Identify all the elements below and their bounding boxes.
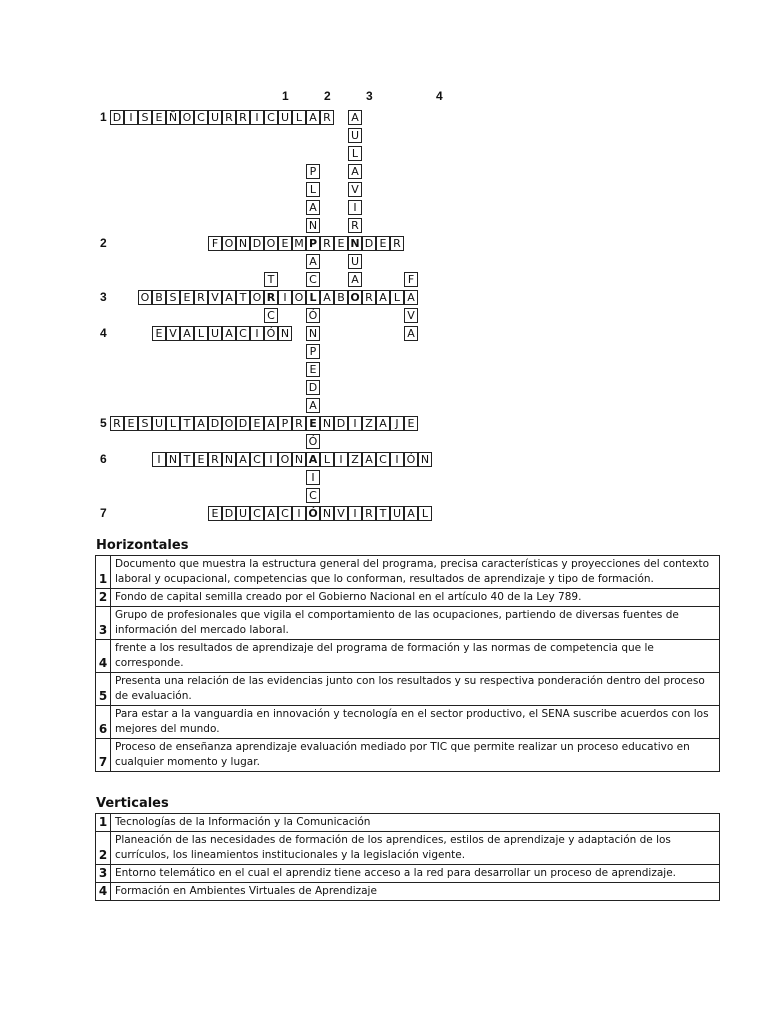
crossword-cell[interactable]: L xyxy=(306,182,320,197)
row-number-label: 2 xyxy=(100,236,107,250)
crossword-cell[interactable]: D xyxy=(362,236,376,251)
crossword-cell[interactable]: R xyxy=(362,290,376,305)
crossword-cell[interactable]: C xyxy=(236,326,250,341)
crossword-cell[interactable]: T xyxy=(180,416,194,431)
crossword-cell[interactable]: Ó xyxy=(264,326,278,341)
crossword-cell[interactable]: L xyxy=(348,146,362,161)
table-row xyxy=(96,832,720,865)
crossword-cell[interactable]: C xyxy=(306,488,320,503)
crossword-cell[interactable]: I xyxy=(278,290,292,305)
crossword-cell[interactable]: O xyxy=(222,236,236,251)
crossword-cell[interactable]: N xyxy=(292,452,306,467)
crossword-cell[interactable]: I xyxy=(250,326,264,341)
row-number-label: 6 xyxy=(100,452,107,466)
crossword-cell[interactable]: E xyxy=(124,416,138,431)
crossword-cell[interactable]: B xyxy=(152,290,166,305)
crossword-cell[interactable]: R xyxy=(236,110,250,125)
crossword-cell[interactable]: R xyxy=(390,236,404,251)
row-number-label: 7 xyxy=(100,506,107,520)
crossword-cell[interactable]: I xyxy=(124,110,138,125)
crossword-cell[interactable]: R xyxy=(110,416,124,431)
table-row xyxy=(96,814,720,832)
crossword-cell[interactable]: P xyxy=(278,416,292,431)
crossword-cell[interactable]: U xyxy=(208,326,222,341)
crossword-cell[interactable]: E xyxy=(194,452,208,467)
row-number-label: 5 xyxy=(100,416,107,430)
clue-text: Fondo de capital semilla creado por el Gobierno Nacional en el artículo 40 de la Ley 789. xyxy=(111,589,720,607)
crossword-cell[interactable]: A xyxy=(194,416,208,431)
crossword-cell[interactable]: Ó xyxy=(306,308,320,323)
crossword-cell[interactable]: U xyxy=(390,506,404,521)
crossword-cell[interactable]: A xyxy=(404,290,418,305)
crossword-cell[interactable]: I xyxy=(264,452,278,467)
clue-number: 4 xyxy=(96,640,111,673)
clue-text: Planeación de las necesidades de formación de los aprendices, estilos de aprendizaje y adaptación de los currículos, los lineamientos institucionales y la legislación vigente. xyxy=(111,832,720,865)
crossword-cell[interactable]: A xyxy=(348,164,362,179)
crossword-cell[interactable]: A xyxy=(404,506,418,521)
crossword-cell[interactable]: D xyxy=(236,416,250,431)
crossword-cell[interactable]: U xyxy=(348,254,362,269)
crossword-cell[interactable]: A xyxy=(222,290,236,305)
crossword-cell[interactable]: N xyxy=(418,452,432,467)
clue-text: Entorno telemático en el cual el aprendiz tiene acceso a la red para desarrollar un proceso de aprendizaje. xyxy=(111,865,720,883)
row-number-label: 1 xyxy=(100,110,107,124)
crossword-cell[interactable]: Ñ xyxy=(166,110,180,125)
crossword-cell[interactable]: R xyxy=(222,110,236,125)
crossword-cell[interactable]: D xyxy=(306,380,320,395)
crossword-cell[interactable]: E xyxy=(152,110,166,125)
crossword-cell[interactable]: N xyxy=(278,326,292,341)
column-number-label: 1 xyxy=(282,89,289,103)
clue-text: Para estar a la vanguardia en innovación y tecnología en el sector productivo, el SENA suscribe acuerdos con los mejores del mundo. xyxy=(111,706,720,739)
crossword-cell[interactable]: A xyxy=(376,416,390,431)
crossword-cell[interactable]: E xyxy=(404,416,418,431)
crossword-cell[interactable]: J xyxy=(390,416,404,431)
row-number-label: 4 xyxy=(100,326,107,340)
crossword-cell[interactable]: E xyxy=(334,236,348,251)
crossword-cell[interactable]: A xyxy=(348,110,362,125)
crossword-cell[interactable]: B xyxy=(334,290,348,305)
verticales-table xyxy=(95,813,720,901)
table-row xyxy=(96,865,720,883)
crossword-cell[interactable]: C xyxy=(264,308,278,323)
clue-text: Formación en Ambientes Virtuales de Aprendizaje xyxy=(111,883,720,901)
crossword-cell[interactable]: O xyxy=(278,452,292,467)
crossword-cell[interactable]: P xyxy=(306,344,320,359)
crossword-cell[interactable]: N xyxy=(166,452,180,467)
crossword-cell[interactable]: U xyxy=(278,110,292,125)
crossword-cell[interactable]: A xyxy=(404,326,418,341)
crossword-cell[interactable]: D xyxy=(250,236,264,251)
crossword-cell[interactable]: D xyxy=(208,416,222,431)
table-row xyxy=(96,640,720,673)
crossword-cell[interactable]: A xyxy=(306,110,320,125)
crossword-cell[interactable]: T xyxy=(264,272,278,287)
column-number-label: 4 xyxy=(436,89,443,103)
crossword-cell[interactable]: C xyxy=(194,110,208,125)
crossword-cell[interactable]: L xyxy=(390,290,404,305)
crossword-cell[interactable]: Z xyxy=(362,416,376,431)
crossword-cell[interactable]: N xyxy=(222,452,236,467)
crossword-cell[interactable]: L xyxy=(306,290,320,305)
crossword-cell[interactable]: T xyxy=(180,452,194,467)
crossword-cell[interactable]: N xyxy=(306,218,320,233)
crossword-cell[interactable]: S xyxy=(138,110,152,125)
horizontales-table xyxy=(95,555,720,772)
crossword-cell[interactable]: C xyxy=(306,272,320,287)
crossword-cell[interactable]: C xyxy=(250,452,264,467)
crossword-cell[interactable]: S xyxy=(138,416,152,431)
crossword-cell[interactable]: L xyxy=(292,110,306,125)
crossword-cell[interactable]: O xyxy=(222,416,236,431)
crossword-cell[interactable]: E xyxy=(376,236,390,251)
crossword-cell[interactable]: I xyxy=(306,470,320,485)
crossword-cell[interactable]: A xyxy=(348,272,362,287)
crossword-cell[interactable]: O xyxy=(180,110,194,125)
clue-text: Proceso de enseñanza aprendizaje evaluación mediado por TIC que permite realizar un proceso educativo en cualquier momento y lugar. xyxy=(111,739,720,772)
clue-text: frente a los resultados de aprendizaje del programa de formación y las normas de competencia que le corresponde. xyxy=(111,640,720,673)
crossword-cell[interactable]: P xyxy=(306,236,320,251)
crossword-cell[interactable]: U xyxy=(236,506,250,521)
crossword-cell[interactable]: R xyxy=(362,506,376,521)
crossword-cell[interactable]: T xyxy=(376,506,390,521)
table-row xyxy=(96,739,720,772)
crossword-cell[interactable]: N xyxy=(348,236,362,251)
verticales-title: Verticales xyxy=(96,796,169,811)
crossword-cell[interactable]: V xyxy=(166,326,180,341)
crossword-cell[interactable]: T xyxy=(236,290,250,305)
crossword-cell[interactable]: I xyxy=(250,110,264,125)
crossword-cell[interactable]: C xyxy=(376,452,390,467)
crossword-cell[interactable]: A xyxy=(320,290,334,305)
crossword-cell[interactable]: A xyxy=(222,326,236,341)
clue-number: 1 xyxy=(96,814,111,832)
table-row xyxy=(96,589,720,607)
crossword-cell[interactable]: E xyxy=(250,416,264,431)
crossword-cell[interactable]: A xyxy=(264,506,278,521)
crossword-cell[interactable]: N xyxy=(306,326,320,341)
crossword-cell[interactable]: E xyxy=(278,236,292,251)
crossword-cell[interactable]: V xyxy=(404,308,418,323)
crossword-cell[interactable]: R xyxy=(348,218,362,233)
crossword-cell[interactable]: C xyxy=(278,506,292,521)
crossword-cell[interactable]: M xyxy=(292,236,306,251)
crossword-cell[interactable]: N xyxy=(236,236,250,251)
crossword-cell[interactable]: O xyxy=(138,290,152,305)
crossword-cell[interactable]: A xyxy=(264,416,278,431)
crossword-cell[interactable]: D xyxy=(222,506,236,521)
crossword-cell[interactable]: P xyxy=(306,164,320,179)
clue-number: 3 xyxy=(96,865,111,883)
table-row xyxy=(96,883,720,901)
clue-number: 1 xyxy=(96,556,111,589)
crossword-cell[interactable]: C xyxy=(264,110,278,125)
crossword-cell[interactable]: O xyxy=(250,290,264,305)
table-row xyxy=(96,556,720,589)
crossword-cell[interactable]: D xyxy=(110,110,124,125)
crossword-cell[interactable]: O xyxy=(348,290,362,305)
crossword-cell[interactable]: E xyxy=(152,326,166,341)
crossword-cell[interactable]: U xyxy=(348,128,362,143)
clue-text: Tecnologías de la Información y la Comunicación xyxy=(111,814,720,832)
crossword-cell[interactable]: O xyxy=(264,236,278,251)
clue-number: 6 xyxy=(96,706,111,739)
crossword-cell[interactable]: L xyxy=(418,506,432,521)
column-number-label: 2 xyxy=(324,89,331,103)
crossword-cell[interactable]: I xyxy=(348,200,362,215)
crossword-cell[interactable]: O xyxy=(292,290,306,305)
crossword-cell[interactable]: E xyxy=(306,416,320,431)
crossword-cell[interactable]: S xyxy=(166,290,180,305)
crossword-cell[interactable]: Ó xyxy=(306,434,320,449)
crossword-cell[interactable]: D xyxy=(334,416,348,431)
crossword-cell[interactable]: A xyxy=(236,452,250,467)
crossword-cell[interactable]: L xyxy=(194,326,208,341)
crossword-cell[interactable]: A xyxy=(306,452,320,467)
crossword-cell[interactable]: V xyxy=(334,506,348,521)
clue-number: 5 xyxy=(96,673,111,706)
clue-number: 2 xyxy=(96,832,111,865)
crossword-cell[interactable]: E xyxy=(306,362,320,377)
crossword-cell[interactable]: R xyxy=(320,110,334,125)
crossword-cell[interactable]: C xyxy=(250,506,264,521)
clue-text: Presenta una relación de las evidencias junto con los resultados y su respectiva ponderación dentro del proceso de evaluación. xyxy=(111,673,720,706)
crossword-cell[interactable]: L xyxy=(166,416,180,431)
clue-number: 7 xyxy=(96,739,111,772)
crossword-cell[interactable]: R xyxy=(194,290,208,305)
clue-text: Grupo de profesionales que vigila el comportamiento de las ocupaciones, partiendo de diversas fuentes de información del mercado laboral. xyxy=(111,607,720,640)
crossword-cell[interactable]: I xyxy=(334,452,348,467)
crossword-cell[interactable]: V xyxy=(348,182,362,197)
crossword-cell[interactable]: A xyxy=(180,326,194,341)
clue-number: 3 xyxy=(96,607,111,640)
crossword-cell[interactable]: A xyxy=(376,290,390,305)
crossword-cell[interactable]: R xyxy=(208,452,222,467)
crossword-cell[interactable]: E xyxy=(180,290,194,305)
crossword-cell[interactable]: F xyxy=(208,236,222,251)
crossword-cell[interactable]: R xyxy=(320,236,334,251)
clue-number: 2 xyxy=(96,589,111,607)
table-row xyxy=(96,607,720,640)
column-number-label: 3 xyxy=(366,89,373,103)
crossword-cell[interactable]: I xyxy=(292,506,306,521)
crossword-cell[interactable]: I xyxy=(152,452,166,467)
clue-text: Documento que muestra la estructura general del programa, precisa características y proyecciones del contexto laboral y ocupacional, competencias que lo conforman, resultados de aprendizaje y tipo de formación. xyxy=(111,556,720,589)
row-number-label: 3 xyxy=(100,290,107,304)
crossword-cell[interactable]: A xyxy=(362,452,376,467)
crossword-cell[interactable]: I xyxy=(348,506,362,521)
clue-number: 4 xyxy=(96,883,111,901)
crossword-cell[interactable]: U xyxy=(208,110,222,125)
crossword-cell[interactable]: A xyxy=(306,200,320,215)
crossword-cell[interactable]: Ó xyxy=(404,452,418,467)
crossword-cell[interactable]: I xyxy=(348,416,362,431)
table-row xyxy=(96,706,720,739)
crossword-cell[interactable]: U xyxy=(152,416,166,431)
crossword-cell[interactable]: N xyxy=(320,506,334,521)
horizontales-title: Horizontales xyxy=(96,538,189,553)
crossword-cell[interactable]: E xyxy=(208,506,222,521)
crossword-cell[interactable]: Ó xyxy=(306,506,320,521)
crossword-cell[interactable]: R xyxy=(292,416,306,431)
crossword-cell[interactable]: Z xyxy=(348,452,362,467)
crossword-cell[interactable]: F xyxy=(404,272,418,287)
crossword-cell[interactable]: A xyxy=(306,398,320,413)
crossword-cell[interactable]: N xyxy=(320,416,334,431)
crossword-cell[interactable]: V xyxy=(208,290,222,305)
crossword-cell[interactable]: L xyxy=(320,452,334,467)
crossword-cell[interactable]: I xyxy=(390,452,404,467)
crossword-cell[interactable]: R xyxy=(264,290,278,305)
table-row xyxy=(96,673,720,706)
crossword-cell[interactable]: A xyxy=(306,254,320,269)
